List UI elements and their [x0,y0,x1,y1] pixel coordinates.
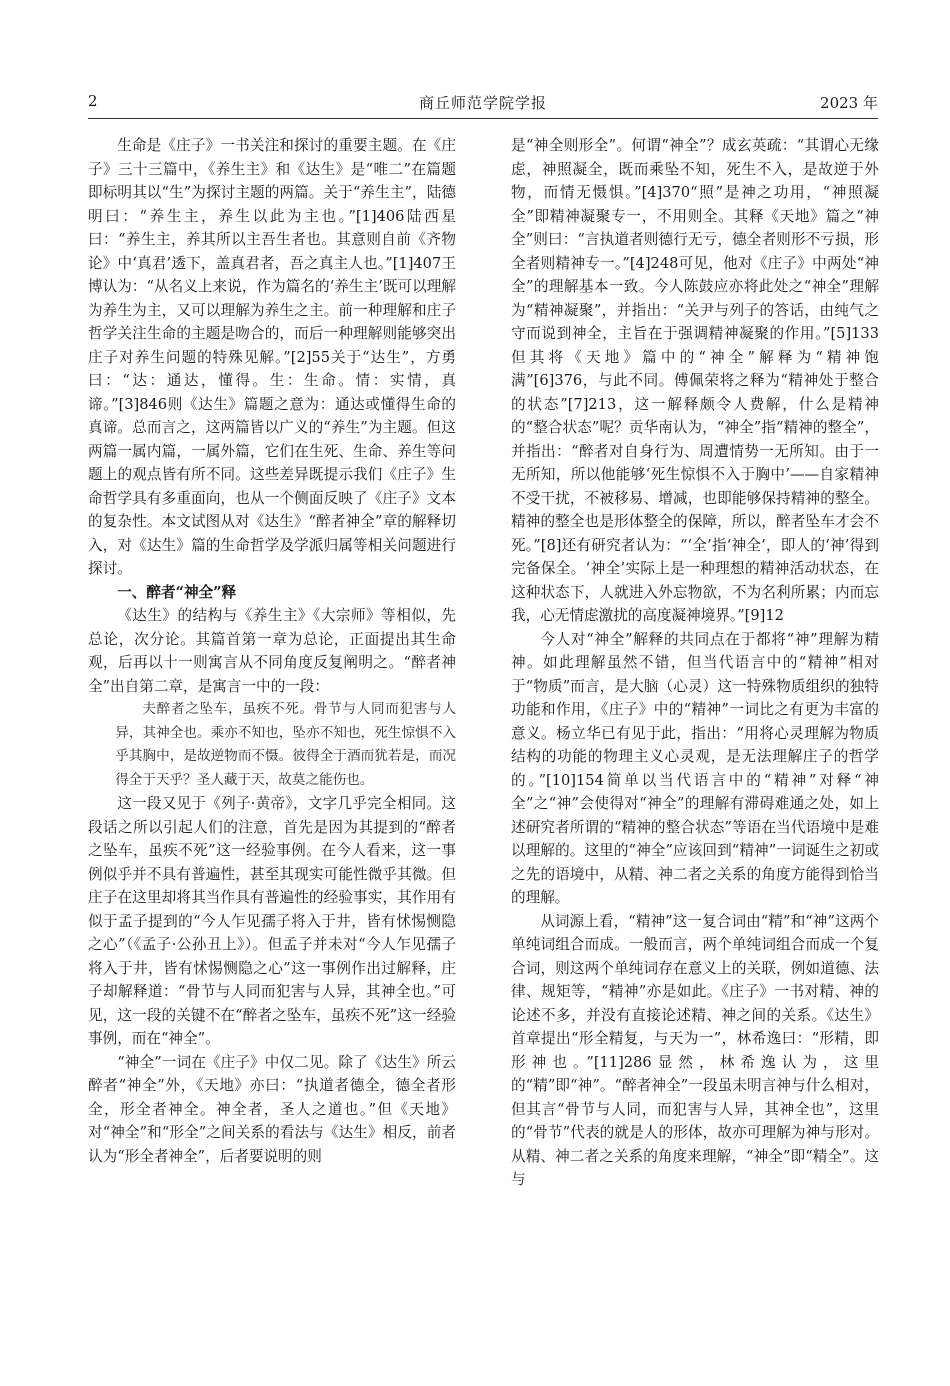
journal-title: 商丘师范学院学报 [418,94,547,112]
section-heading: 一、醉者“神全”释 [117,583,237,601]
publication-year: 2023 年 [820,94,878,112]
left-column [88,134,456,1168]
running-header [88,92,878,116]
quote-text: 夫醉者之坠车，虽疾不死。骨节与人同而犯害与人异，其神全也。乘亦不知也，坠亦不知也，死生惊惧不入乎其胸中，是故逆物而不慑。彼得全于酒而犹若是，而况得全于天乎？圣人藏于天，故莫之能伤也。 [115,701,456,788]
body-paragraph: 今人对“神全”解释的共同点在于都将“神”理解为精神。如此理解虽然不错，但当代语言中的“精神”相对于“物质”而言，是大脑（心灵）这一特殊物质组织的独特功能和作用，《庄子》中的“精神”一词比之有更为丰富的意义。杨立华已有见于此，指出：“用将心灵理解为物质结构的功能的物理主义心灵观，是无法理解庄子的哲学的。”[10]154简单以当代语言中的“精神”对释“神全”之“神”会使得对“神全”的理解有滞碍难通之处，如上述研究者所谓的“精神的整合状态”等语在当代语境中是难以理解的。这里的“神全”应该回到“精神”一词诞生之初或之先的语境中，从精、神二者之关系的角度方能得到恰当的理解。 [511,630,879,906]
continued-paragraph: 是“神全则形全”。何谓“神全”？成玄英疏：“其谓心无缘虑，神照凝全，既而乘坠不知，死生不入，是故逆于外物，而情无慑惧。”[4]370“照”是神之功用，“神照凝全”即精神凝聚专一，不用则全。其释《天地》篇之“神全”则曰：“言执道者则德行无亏，德全者则形不亏损，形全者则精神专一。”[4]248可见，他对《庄子》中两处“神全”的理解基本一致。今人陈鼓应亦将此处之“神全”理解为“精神凝聚”，并指出：“关尹与列子的答话，由纯气之守而说到神全，主旨在于强调精神凝聚的作用。”[5]133但其将《天地》篇中的“神全”解释为“精神饱满”[6]376，与此不同。傅佩荣将之释为“精神处于整合的状态”[7]213，这一解释颇令人费解，什么是精神的“整合状态”呢？贡华南认为，“神全”指“精神的整全”，并指出：“醉者对自身行为、周遭情势一无所知。由于一无所知，所以他能够‘死生惊惧不入于胸中’——自家精神不受干扰，不被移易、增减，也即能够保持精神的整全。精神的整全也是形体整全的保障，所以，醉者坠车才会不死。”[8]还有研究者认为：“‘全’指‘神全’，即人的‘神’得到完备保全。‘神全’实际上是一种理想的精神活动状态，在这种状态下，人就进入外忘物欲，不为名利所累；内而忘我，心无情虑激扰的高度凝神境界。”[9]12 [511,137,879,624]
page-number: 2 [88,92,98,110]
body-paragraph: 这一段又见于《列子·黄帝》，文字几乎完全相同。这段话之所以引起人们的注意，首先是因为其提到的“醉者之坠车，虽疾不死”这一经验事例。在今人看来，这一事例似乎并不具有普遍性，甚至其现实可能性微乎其微。但庄子在这里却将其当作具有普遍性的经验事实，其作用有似于孟子提到的“今人乍见孺子将入于井，皆有怵惕恻隐之心”（《孟子·公孙丑上》）。但孟子并未对“今人乍见孺子将入于井，皆有怵惕恻隐之心”这一事例作出过解释，庄子却解释道：“骨节与人同而犯害与人异，其神全也。”可见，这一段的关键不在“醉者之坠车，虽疾不死”这一经验事例，而在“神全”。 [88,795,456,1047]
block-quote [88,698,456,792]
intro-paragraph: 生命是《庄子》一书关注和探讨的重要主题。在《庄子》三十三篇中，《养生主》和《达生》是“唯二”在篇题即标明其以“生”为探讨主题的两篇。关于“养生主”，陆德明曰：“养生主，养生以此为主也。”[1]406陆西星曰：“养生主，养其所以主吾生者也。其意则自前《齐物论》中‘真君’透下，盖真君者，吾之真主人也。”[1]407王博认为：“从名义上来说，作为篇名的‘养生主’既可以理解为养生为主，又可以理解为养生之主。前一种理解和庄子哲学关注生命的主题是吻合的，而后一种理解则能够突出庄子对养生问题的特殊见解。”[2]55关于“达生”，方勇曰：“达：通达，懂得。生：生命。情：实情，真谛。”[3]846则《达生》篇题之意为：通达或懂得生命的真谛。总而言之，这两篇皆以广义的“养生”为主题。但这两篇一属内篇，一属外篇，它们在生死、生命、养生等问题上的观点皆有所不同。这些差异既提示我们《庄子》生命哲学具有多重面向，也从一个侧面反映了《庄子》文本的复杂性。本文试图从对《达生》“醉者神全”章的解释切入，对《达生》篇的生命哲学及学派归属等相关问题进行探讨。 [88,137,456,577]
right-column [511,134,879,1192]
body-paragraph: 从词源上看，“精神”这一复合词由“精”和“神”这两个单纯词组合而成。一般而言，两个单纯词组合而成一个复合词，则这两个单纯词存在意义上的关联，例如道德、法律、规矩等，“精神”亦是如此。《庄子》一书对精、神的论述不多，并没有直接论述精、神之间的关系。《达生》首章提出“形全精复，与天为一”，林希逸曰：“形精，即形神也。”[11]286显然，林希逸认为，这里的“精”即“神”。“醉者神全”一段虽未明言神与什么相对，但其言“骨节与人同，而犯害与人异，其神全也”，这里的“骨节”代表的就是人的形体，故亦可理解为神与形对。从精、神二者之关系的角度来理解，“神全”即“精全”。这与 [511,912,879,1188]
header-rule [88,118,878,119]
body-paragraph: “神全”一词在《庄子》中仅二见。除了《达生》所云醉者“神全”外，《天地》亦曰：“执道者德全，德全者形全，形全者神全。神全者，圣人之道也。”但《天地》对“神全”和“形全”之间关系的看法与《达生》相反，前者认为“形全者神全”，后者要说明的则 [88,1053,456,1165]
body-paragraph: 《达生》的结构与《养生主》《大宗师》等相似，先总论，次分论。其篇首第一章为总论，正面提出其生命观，后再以十一则寓言从不同角度反复阐明之。“醉者神全”出自第二章，是寓言一中的一段： [88,607,456,695]
